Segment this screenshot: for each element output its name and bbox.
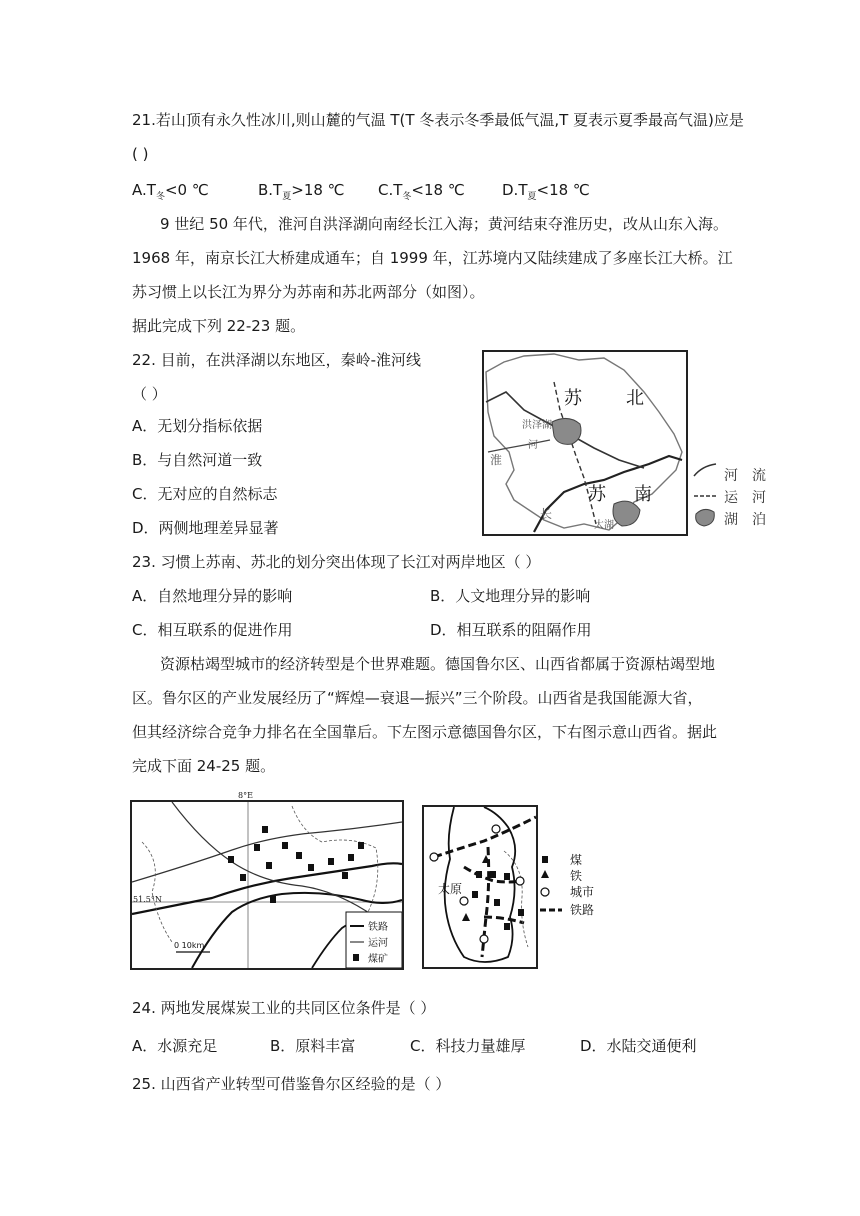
ruhr-legend-mine-symbol: [353, 954, 359, 961]
taiyuan-label: 太原: [438, 882, 463, 896]
passage1-line-3: 苏习惯上以长江为界分为苏南和苏北两部分（如图）。: [132, 283, 485, 301]
legend-river-right: 流: [752, 468, 766, 484]
jiangsu-map-legend: [690, 462, 774, 534]
q21-option-a: $A.T_冬<0$ ℃: [132, 181, 209, 202]
shanxi-map: [422, 805, 538, 969]
shanxi-legend-iron-symbol: [541, 870, 549, 878]
shanxi-legend-coal-symbol: [542, 856, 548, 863]
q24-option-b: B．原料丰富: [270, 1037, 356, 1055]
passage1-instruction: 据此完成下列 22-23 题。: [132, 317, 306, 335]
shanxi-city-4: [516, 877, 524, 885]
ruhr-boundary-2: [292, 806, 378, 912]
shanxi-city-2: [492, 825, 500, 833]
shanxi-city-5: [480, 935, 488, 943]
ruhr-legend-canal: 运河: [368, 938, 388, 949]
q22-option-c: C．无对应的自然标志: [132, 485, 278, 503]
huai-river-line: [488, 440, 550, 452]
q24-option-d: D．水陆交通便利: [580, 1037, 697, 1055]
q23-option-b: B．人文地理分异的影响: [430, 587, 591, 605]
shanxi-legend-railway: 铁路: [570, 903, 595, 917]
q22-option-a: A．无划分指标依据: [132, 417, 263, 435]
shanxi-legend-city: 城市: [570, 885, 595, 899]
legend-lake-symbol: [696, 509, 715, 526]
q21-option-b: $B.T_夏>18$ ℃: [258, 181, 345, 202]
su-bei-label-2: 北: [626, 388, 644, 409]
q21-option-d: $D.T_夏<18$ ℃: [502, 181, 590, 202]
q22-option-d: D．两侧地理差异显著: [132, 519, 279, 537]
passage2-line-2: 区。鲁尔区的产业发展经历了“辉煌—衰退—振兴”三个阶段。山西省是我国能源大省，: [132, 689, 703, 707]
legend-canal-right: 河: [752, 490, 766, 506]
legend-lake-right: 泊: [752, 512, 766, 528]
shanxi-city-3: [460, 897, 468, 905]
q23-option-c: C．相互联系的促进作用: [132, 621, 293, 639]
q22-option-b: B．与自然河道一致: [132, 451, 263, 469]
q22-stem: 22. 目前，在洪泽湖以东地区，秦岭-淮河线: [132, 351, 422, 369]
legend-river-left: 河: [724, 468, 738, 484]
passage1-line-2: 1968 年，南京长江大桥建成通车；自 1999 年，江苏境内又陆续建成了多座长江大桥。江: [132, 249, 733, 267]
ruhr-river-1: [132, 863, 402, 914]
huai-label: 淮: [490, 453, 503, 467]
ruhr-legend-coal: 煤矿: [368, 954, 388, 965]
shanxi-legend-city-symbol: [541, 888, 549, 896]
su-nan-label-2: 南: [634, 484, 652, 505]
shanxi-city-1: [430, 853, 438, 861]
taihu-label: 太湖: [594, 520, 614, 531]
passage2-line-1: 资源枯竭型城市的经济转型是个世界难题。德国鲁尔区、山西省都属于资源枯竭型地: [160, 655, 716, 673]
shanxi-legend-coal: 煤: [570, 853, 583, 867]
ruhr-legend-railway: 铁路: [368, 922, 388, 933]
ruhr-top-longitude-label: 8°E: [238, 791, 253, 800]
su-nan-label-1: 苏: [588, 484, 606, 505]
q24-stem: 24. 两地发展煤炭工业的共同区位条件是（ ）: [132, 999, 436, 1017]
passage1-line-1: 9 世纪 50 年代，淮河自洪泽湖向南经长江入海；黄河结束夺淮历史，改从山东入海。: [160, 215, 728, 233]
q23-stem: 23. 习惯上苏南、苏北的划分突出体现了长江对两岸地区（ ）: [132, 553, 541, 571]
shanxi-boundary: [504, 851, 528, 947]
jiangsu-map: [482, 350, 688, 536]
q23-option-d: D．相互联系的阻隔作用: [430, 621, 592, 639]
ruhr-boundary-1: [142, 842, 172, 942]
q24-option-a: A．水源充足: [132, 1037, 218, 1055]
passage2-line-4: 完成下面 24-25 题。: [132, 757, 276, 775]
shanxi-railway-4: [484, 917, 524, 923]
legend-river-symbol: [694, 464, 716, 476]
su-bei-label-1: 苏: [564, 388, 582, 409]
ruhr-scale-label: 0 10km: [174, 941, 205, 950]
q21-paren: ( ): [132, 145, 149, 163]
legend-lake-left: 湖: [724, 512, 738, 528]
hongze-lake-label: 洪泽湖: [522, 420, 552, 431]
ruhr-left-latitude-label: 51.5°N: [133, 895, 162, 904]
ruhr-railway-2: [172, 802, 382, 922]
legend-canal-left: 运: [724, 490, 738, 506]
passage2-line-3: 但其经济综合竞争力排名在全国靠后。下左图示意德国鲁尔区，下右图示意山西省。据此: [132, 723, 718, 741]
q23-option-a: A．自然地理分异的影响: [132, 587, 293, 605]
hongze-lake: [552, 418, 581, 444]
he-label: 河: [528, 440, 538, 451]
shanxi-legend-iron: 铁: [570, 869, 583, 883]
q21-stem: 21.若山顶有永久性冰川,则山麓的气温 T(T 冬表示冬季最低气温,T 夏表示夏季最高气温)应是: [132, 111, 744, 129]
chang-label: 长: [540, 507, 553, 521]
q22-paren: （ ）: [132, 385, 167, 403]
q25-stem: 25. 山西省产业转型可借鉴鲁尔区经验的是（ ）: [132, 1075, 451, 1093]
shanxi-map-legend: [540, 852, 600, 922]
ruhr-map: [130, 800, 404, 970]
q21-option-c: $C.T_冬<18$ ℃: [378, 181, 465, 202]
q24-option-c: C．科技力量雄厚: [410, 1037, 526, 1055]
